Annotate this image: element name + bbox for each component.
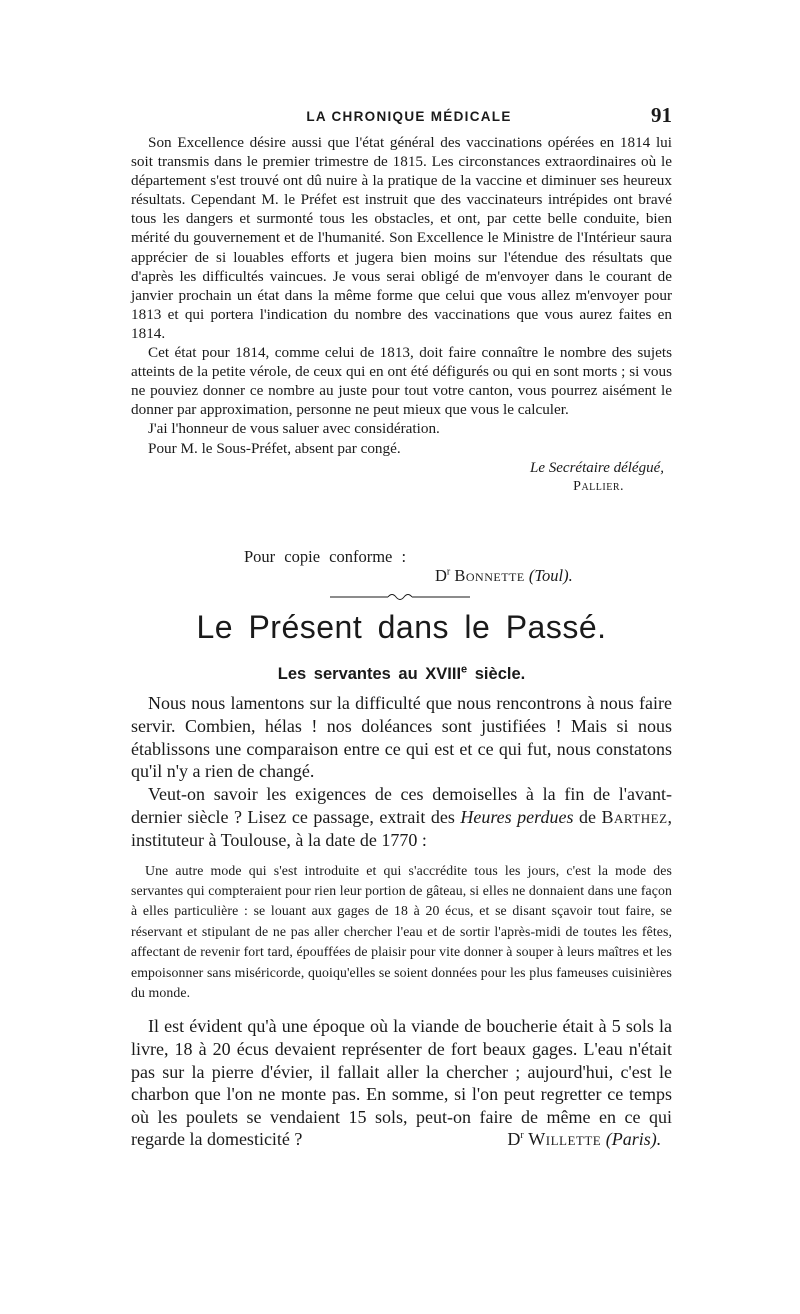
letter-text [131,133,672,496]
subtitle-superscript: e [461,663,468,676]
letter-paragraph-1: Son Excellence désire aussi que l'état général des vaccinations opérées en 1814 lui soit transmis dans le premier trimestre de 1815. Les circonstances extraordinaires où le département s'est trouvé ont dû nuire à la pratique de la vaccine et diminuer ses heureux résultats. Cependant M. le Préfet est instruit que des vaccinateurs intrépides ont bravé tous les dangers et surmonté tous les obstacles, et ont, par cette belle conduite, bien mérité du gouvernement et de l'humanité. Son Excellence le Ministre de l'Intérieur saura apprécier de si louables efforts et jugera bien moins sur l'étendue des résultats que d'après les difficultés vaincues. Je vous serai obligé de m'envoyer dans le courant de janvier prochain un état dans la même forme que celui que vous allez m'envoyer pour 1813 et qui portera l'indication du nombre des vaccinations que vous aurez faites en 1814. [131,134,672,342]
p2-text-b: de [573,806,602,827]
dr-superscript: r [446,566,451,578]
author-barthez: Barthez [601,806,668,827]
copy-conforme-label: Pour copie conforme : [244,547,407,566]
willette-dr-sup: r [520,1130,524,1142]
section-subtitle [131,665,672,684]
quoted-passage: Une autre mode qui s'est introduite et qui s'accrédite tous les jours, c'est la mode des servantes qui compteraient pour rien leur portion de gâteau, si elles ne donnaient dans une façon à elles particulière : se louant aux gages de 18 à 20 écus, et se disant sçavoir tout faire, se réservant et stipulant de ne pas aller chercher l'eau et de sortir l'après-midi de toutes les fêtes, affectant de revenir fort tard, épouffées de plaisir pour vite donner à souper à leurs maîtres et les empoisonner sans miséricorde, quoiqu'elles se soient données pour les plus fameuses cuisinières du monde. [131,862,672,1001]
article-paragraph-1: Nous nous lamentons sur la difficulté que nous rencontrons à nous faire servir. Combien, hélas ! nos doléances sont justifiées ! Mais si nous établissons une comparaison entre ce qui est et ce qui fut, nous constatons qu'il n'y a rien de changé. [131,693,672,782]
section-title: Le Présent dans le Passé. [196,609,607,645]
subtitle-end: siècle. [467,665,526,683]
article-paragraph-2 [131,783,672,851]
letter-paragraph-2: Cet état pour 1814, comme celui de 1813, doit faire connaître le nombre des sujets atteints de la petite vérole, de ceux qui en ont été défigurés ou qui en sont morts ; si vous ne pouviez donner ce nombre au juste pour tout votre canton, vous pourrez aisément le donner par approximation, personne ne peut mieux que vous le calculer. [131,344,672,419]
book-title: Heures perdues [460,806,574,827]
p3-text: Il est évident qu'à une époque où la viande de boucherie était à 5 sols la livre, 18 à 20 écus devaient représenter de fort beaux gages. L'eau n'était pas sur la pierre d'évier, il fallait aller la chercher ; aujourd'hui, c'est le charbon que l'on ne monte pas. En somme, si l'on peut regretter ce temps où les poulets se vendaient 15 sols, peut-on faire de même en ce qui regarde la domesticité ? [131,1016,672,1150]
willette-place: (Paris). [605,1129,662,1150]
article-text [131,692,672,1151]
subtitle-main: Les servantes au XVIII [277,665,462,683]
letter-paragraph-3: J'ai l'honneur de vous saluer avec considération. [148,420,440,438]
copy-place: (Toul). [528,566,573,585]
signature-title: Le Secrétaire délégué, [530,459,664,476]
copy-author: Bonnette [454,566,525,585]
willette-name: Willette [528,1129,602,1150]
signature-name: Pallier. [573,478,624,494]
ornament-divider [330,591,470,601]
p2-text-a: Veut-on savoir les exigences de ces demoiselles à la fin de l'avant-dernier siècle ? Lisez ce passage, extrait des [131,784,672,827]
page-number: 91 [651,103,672,127]
running-title: LA CHRONIQUE MÉDICALE [306,109,512,124]
willette-dr: D [507,1129,521,1150]
letter-paragraph-4: Pour M. le Sous-Préfet, absent par congé. [148,439,401,457]
article-paragraph-3 [131,1015,672,1151]
running-head [146,103,672,127]
dr-prefix: D [435,566,447,585]
p2-text-c: , instituteur à Toulouse, à la date de 1770 : [131,806,673,850]
copy-signature [435,566,573,586]
